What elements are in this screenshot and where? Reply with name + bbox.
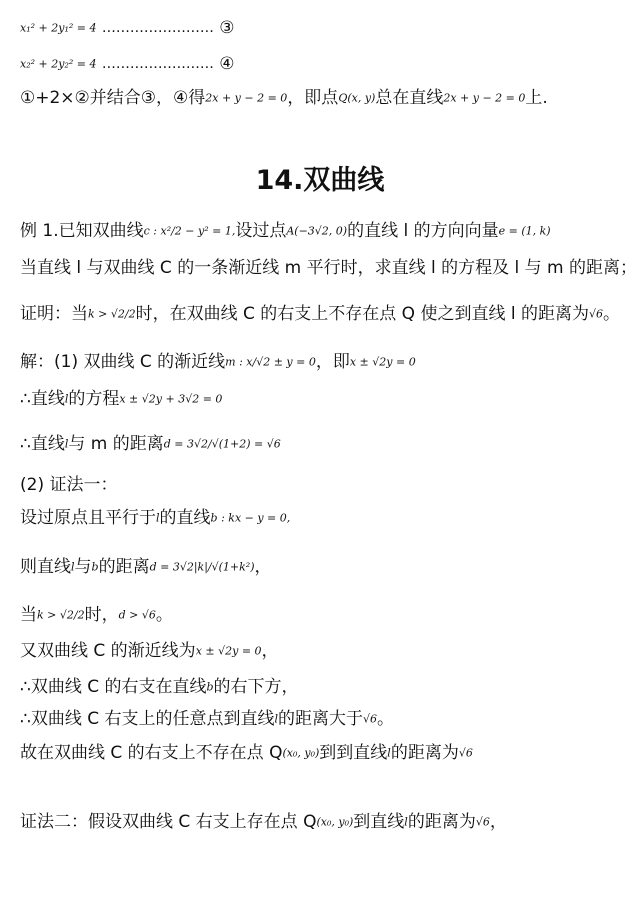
text: 证明：当 [20,304,88,324]
math-formula: m : x/√2 ± y = 0 [225,355,316,369]
math-symbol: l [156,511,160,525]
text: 例 1.已知双曲线 [20,221,144,241]
text: 与 m 的距离 [68,434,164,454]
text: 时，在双曲线 C 的右支上不存在点 Q 使之到直线 l 的距离为 [135,304,589,324]
text: ①+2×②并结合③，④得 [20,88,206,108]
math-symbol: l [64,392,69,406]
math-formula: x ± √2y = 0 [349,355,416,369]
solution-line-3 [20,436,281,453]
text: 总在直线 [375,88,444,108]
math-formula: (x₀, y₀) [282,746,320,760]
solution-line-5 [20,510,290,527]
math-formula: c : x²/2 − y² = 1, [143,224,236,238]
text: 解：(1) 双曲线 C 的渐近线 [20,352,226,372]
question-line: 当直线 l 与双曲线 C 的一条渐近线 m 平行时，求直线 l 的方程及 l 与 m 的距离； [20,258,638,278]
solution-line-6 [20,559,272,576]
math-formula: √6 [589,307,604,321]
text: 则直线 [20,557,71,577]
text: 设过点 [235,221,287,241]
math-formula: b : kx − y = 0, [210,511,291,525]
text: 的距离 [98,557,150,577]
math-formula: d > √6 [118,608,156,622]
math-formula: d = 3√2/√(1+2) = √6 [163,437,281,451]
math-symbol: l [71,560,75,574]
text: 与 [74,557,92,577]
section-title: 14.双曲线 [255,165,385,196]
math-formula: √6 [475,815,490,829]
text: 。 [155,605,173,625]
text: ∴直线 [20,389,65,409]
math-formula: 2x + y − 2 = 0 [443,91,526,105]
text: 。 [603,304,621,324]
math-formula: 2x + y − 2 = 0 [205,91,288,105]
math-symbol: b [91,560,99,574]
text: 的距离大于 [278,709,364,729]
text: 的直线 [159,508,211,528]
math-formula: e = (1, k) [498,224,551,238]
math-formula: d = 3√2|k|/√(1+k²) [149,560,255,574]
text: ∴直线 [20,434,65,454]
equation-line-3 [20,20,235,37]
example-line [20,223,551,240]
math-formula: Q(x, y) [338,91,376,105]
text: 的右下方， [213,677,299,697]
text: ∴双曲线 C 的右支在直线 [20,677,207,697]
equation-line-4 [20,56,235,73]
text: ， [261,641,279,661]
text: ， [489,812,507,832]
text: ，即点 [287,88,339,108]
text: 。 [377,709,395,729]
text: ∴双曲线 C 右支上的任意点到直线 [20,709,275,729]
solution-line-12 [20,814,507,831]
text: 证法二：假设双曲线 C 右支上存在点 Q [20,812,317,832]
solution-line-8 [20,643,279,660]
text: 的直线 l 的方向向量 [347,221,499,241]
text: ，即 [315,352,350,372]
text: 的距离为 [407,812,476,832]
text: 到到直线 [319,743,388,763]
math-formula: x ± √2y + 3√2 = 0 [119,392,223,406]
leader-dots: …………………… [101,56,214,72]
math-symbol: l [404,815,408,829]
text: 设过原点且平行于 [20,508,156,528]
math-formula: x ± √2y = 0 [195,644,262,658]
math-symbol: l [274,712,279,726]
math-symbol: l [387,746,391,760]
math-formula: k > √2/2 [37,608,85,622]
solution-line-7 [20,607,173,624]
text: 时， [84,605,119,625]
solution-line-9 [20,679,299,696]
math-formula: √6 [458,746,473,760]
solution-line-11 [20,745,473,762]
text: 又双曲线 C 的渐近线为 [20,641,196,661]
solution-line-1 [20,354,416,371]
math-formula: (x₀, y₀) [316,815,354,829]
circled-number: ③ [219,18,235,38]
solution-line-4: (2) 证法一： [20,475,118,495]
math-formula: k > √2/2 [88,307,136,321]
solution-line-10 [20,711,394,728]
leader-dots: …………………… [101,20,214,36]
math-symbol: b [206,680,214,694]
math-formula: x₂² + 2y₂² = 4 [20,57,97,71]
text: 的方程 [68,389,120,409]
math-symbol: l [64,437,69,451]
text: 上. [525,88,548,108]
circled-number: ④ [219,54,235,74]
text: 故在双曲线 C 的右支上不存在点 Q [20,743,283,763]
math-formula: x₁² + 2y₁² = 4 [20,21,97,35]
conclusion-line [20,90,548,107]
proof-statement-line [20,306,620,323]
text: 到直线 [353,812,405,832]
math-formula: √6 [363,712,378,726]
text: 的距离为 [390,743,459,763]
solution-line-2 [20,391,222,408]
text: ， [254,557,272,577]
math-formula: A(−3√2, 0) [286,224,348,238]
text: 当 [20,605,37,625]
